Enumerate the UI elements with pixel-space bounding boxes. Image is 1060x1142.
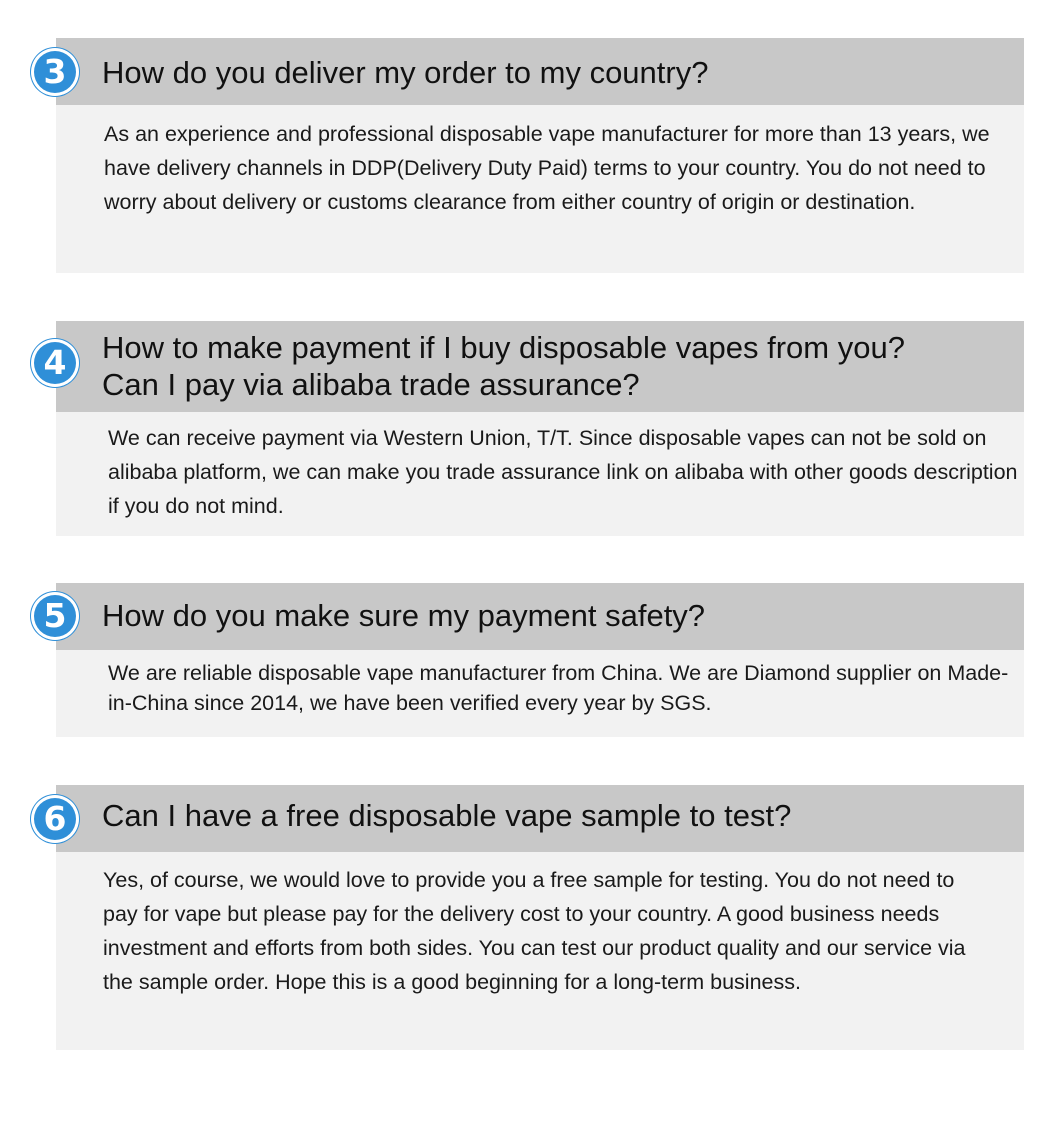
question-text: How to make payment if I buy disposable vapes from you? Can I pay via alibaba trade assurance? <box>102 330 905 402</box>
question-text: Can I have a free disposable vape sample to test? <box>102 798 792 833</box>
answer-text: We can receive payment via Western Union, T/T. Since disposable vapes can not be sold on alibaba platform, we can make you trade assurance link on alibaba with other goods description if you do not mind. <box>108 426 1018 518</box>
question-text: How do you make sure my payment safety? <box>102 598 706 633</box>
question-text: How do you deliver my order to my country? <box>102 55 709 90</box>
number-6-icon: 6 <box>31 795 79 843</box>
number-4-icon: 4 <box>31 339 79 387</box>
answer-text: As an experience and professional disposable vape manufacturer for more than 13 years, we have delivery channels in DDP(Delivery Duty Paid) terms to your country. You do not need to worry about delivery or customs clearance from either country of origin or destination. <box>104 122 990 214</box>
answer-text: We are reliable disposable vape manufacturer from China. We are Diamond supplier on Made-in-China since 2014, we have been verified every year by SGS. <box>108 661 1009 715</box>
number-3-icon: 3 <box>31 48 79 96</box>
answer-text: Yes, of course, we would love to provide you a free sample for testing. You do not need to pay for vape but please pay for the delivery cost to your country. A good business needs investment and efforts from both sides. You can test our product quality and our service via the sample order. Hope this is a good beginning for a long-term business. <box>103 868 966 994</box>
number-5-icon: 5 <box>31 592 79 640</box>
